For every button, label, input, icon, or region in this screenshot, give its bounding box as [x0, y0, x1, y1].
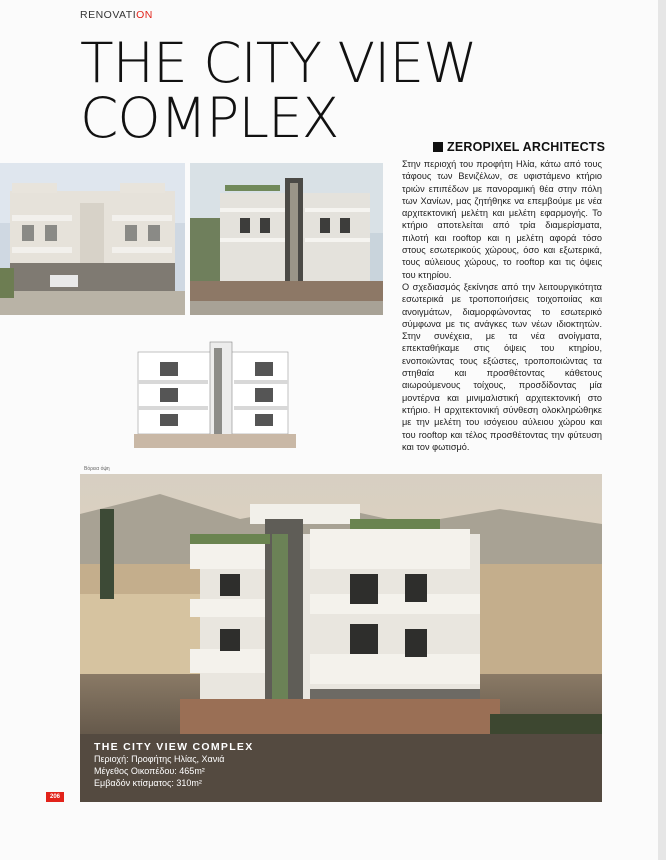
- paragraph-2: Ο σχεδιασμός ξεκίνησε από την λειτουργικότητα εσωτερικά με τροποποιήσεις τοιχοποιίας και ανοιγμάτων, διαμορφώνοντας το εσωτερικό σύμφωνα με τις ανάγκες των νέων ιδιοκτητών. Στην συνέχεια, με τα νέα ανοίγματα, επεκταθήκαμε στις όψεις του κτηρίου, ενοποιώντας τους εξώστες, τροποποιώντας τα στηθαία και προσθέτοντας κάθετους αιωρούμενους τοίχους, προσδίδοντας μία μοντέρνα και μινιμαλιστική αρχιτεκτονική στο κτήριο. Η αρχιτεκτονική σύνθεση ολοκληρώθηκε με την μελέτη του ισόγειου αύλειου χώρου και του rooftop και τέλος προσθέτοντας την φύτευση και τον φωτισμό.: [402, 281, 602, 452]
- overlay-area: Περιοχή: Προφήτης Ηλίας, Χανιά: [94, 754, 225, 764]
- architect-credit: [433, 140, 605, 154]
- project-info-overlay: [94, 741, 254, 789]
- article-title: [80, 31, 477, 150]
- article-body: [402, 158, 602, 453]
- after-render-photo: [190, 163, 383, 315]
- square-bullet-icon: [433, 142, 443, 152]
- drawing-caption: Βόρεια όψη: [84, 466, 110, 472]
- page-number: 206: [46, 792, 64, 802]
- page-edge: [658, 0, 666, 860]
- section-label: [80, 9, 153, 21]
- architect-name: ZEROPIXEL ARCHITECTS: [447, 140, 606, 154]
- before-photo: [0, 163, 185, 315]
- elevation-drawing: [130, 340, 300, 452]
- title-line-2: COMPLEX: [80, 86, 339, 150]
- paragraph-1: Στην περιοχή του προφήτη Ηλία, κάτω από τους τάφους των Βενιζέλων, σε υφιστάμενο κτήριο τριών επιπέδων με πανοραμική θέα στην πόλη των Χανίων, μας ζητήθηκε να επεμβούμε με νέα αρχιτεκτονική μελέτη και μελέτη εφαρμογής. Το κτήριο αποτελείται από τρία διαμερίσματα, πιλοτή και rooftop και η μελέτη αφορά τόσο στους εσωτερικούς χώρους, όσο και εξωτερικά, τους αύλειους χώρους, το rooftop και τις όψεις του κτηρίου.: [402, 159, 602, 280]
- title-line-1: THE CITY VIEW: [80, 31, 477, 95]
- overlay-building-area: Εμβαδόν κτίσματος: 310m²: [94, 778, 202, 788]
- overlay-title: THE CITY VIEW COMPLEX: [94, 741, 254, 753]
- overlay-plot-size: Μέγεθος Οικοπέδου: 465m²: [94, 766, 205, 776]
- section-label-prefix: RENOVATI: [80, 9, 137, 21]
- section-label-suffix: ON: [136, 9, 153, 21]
